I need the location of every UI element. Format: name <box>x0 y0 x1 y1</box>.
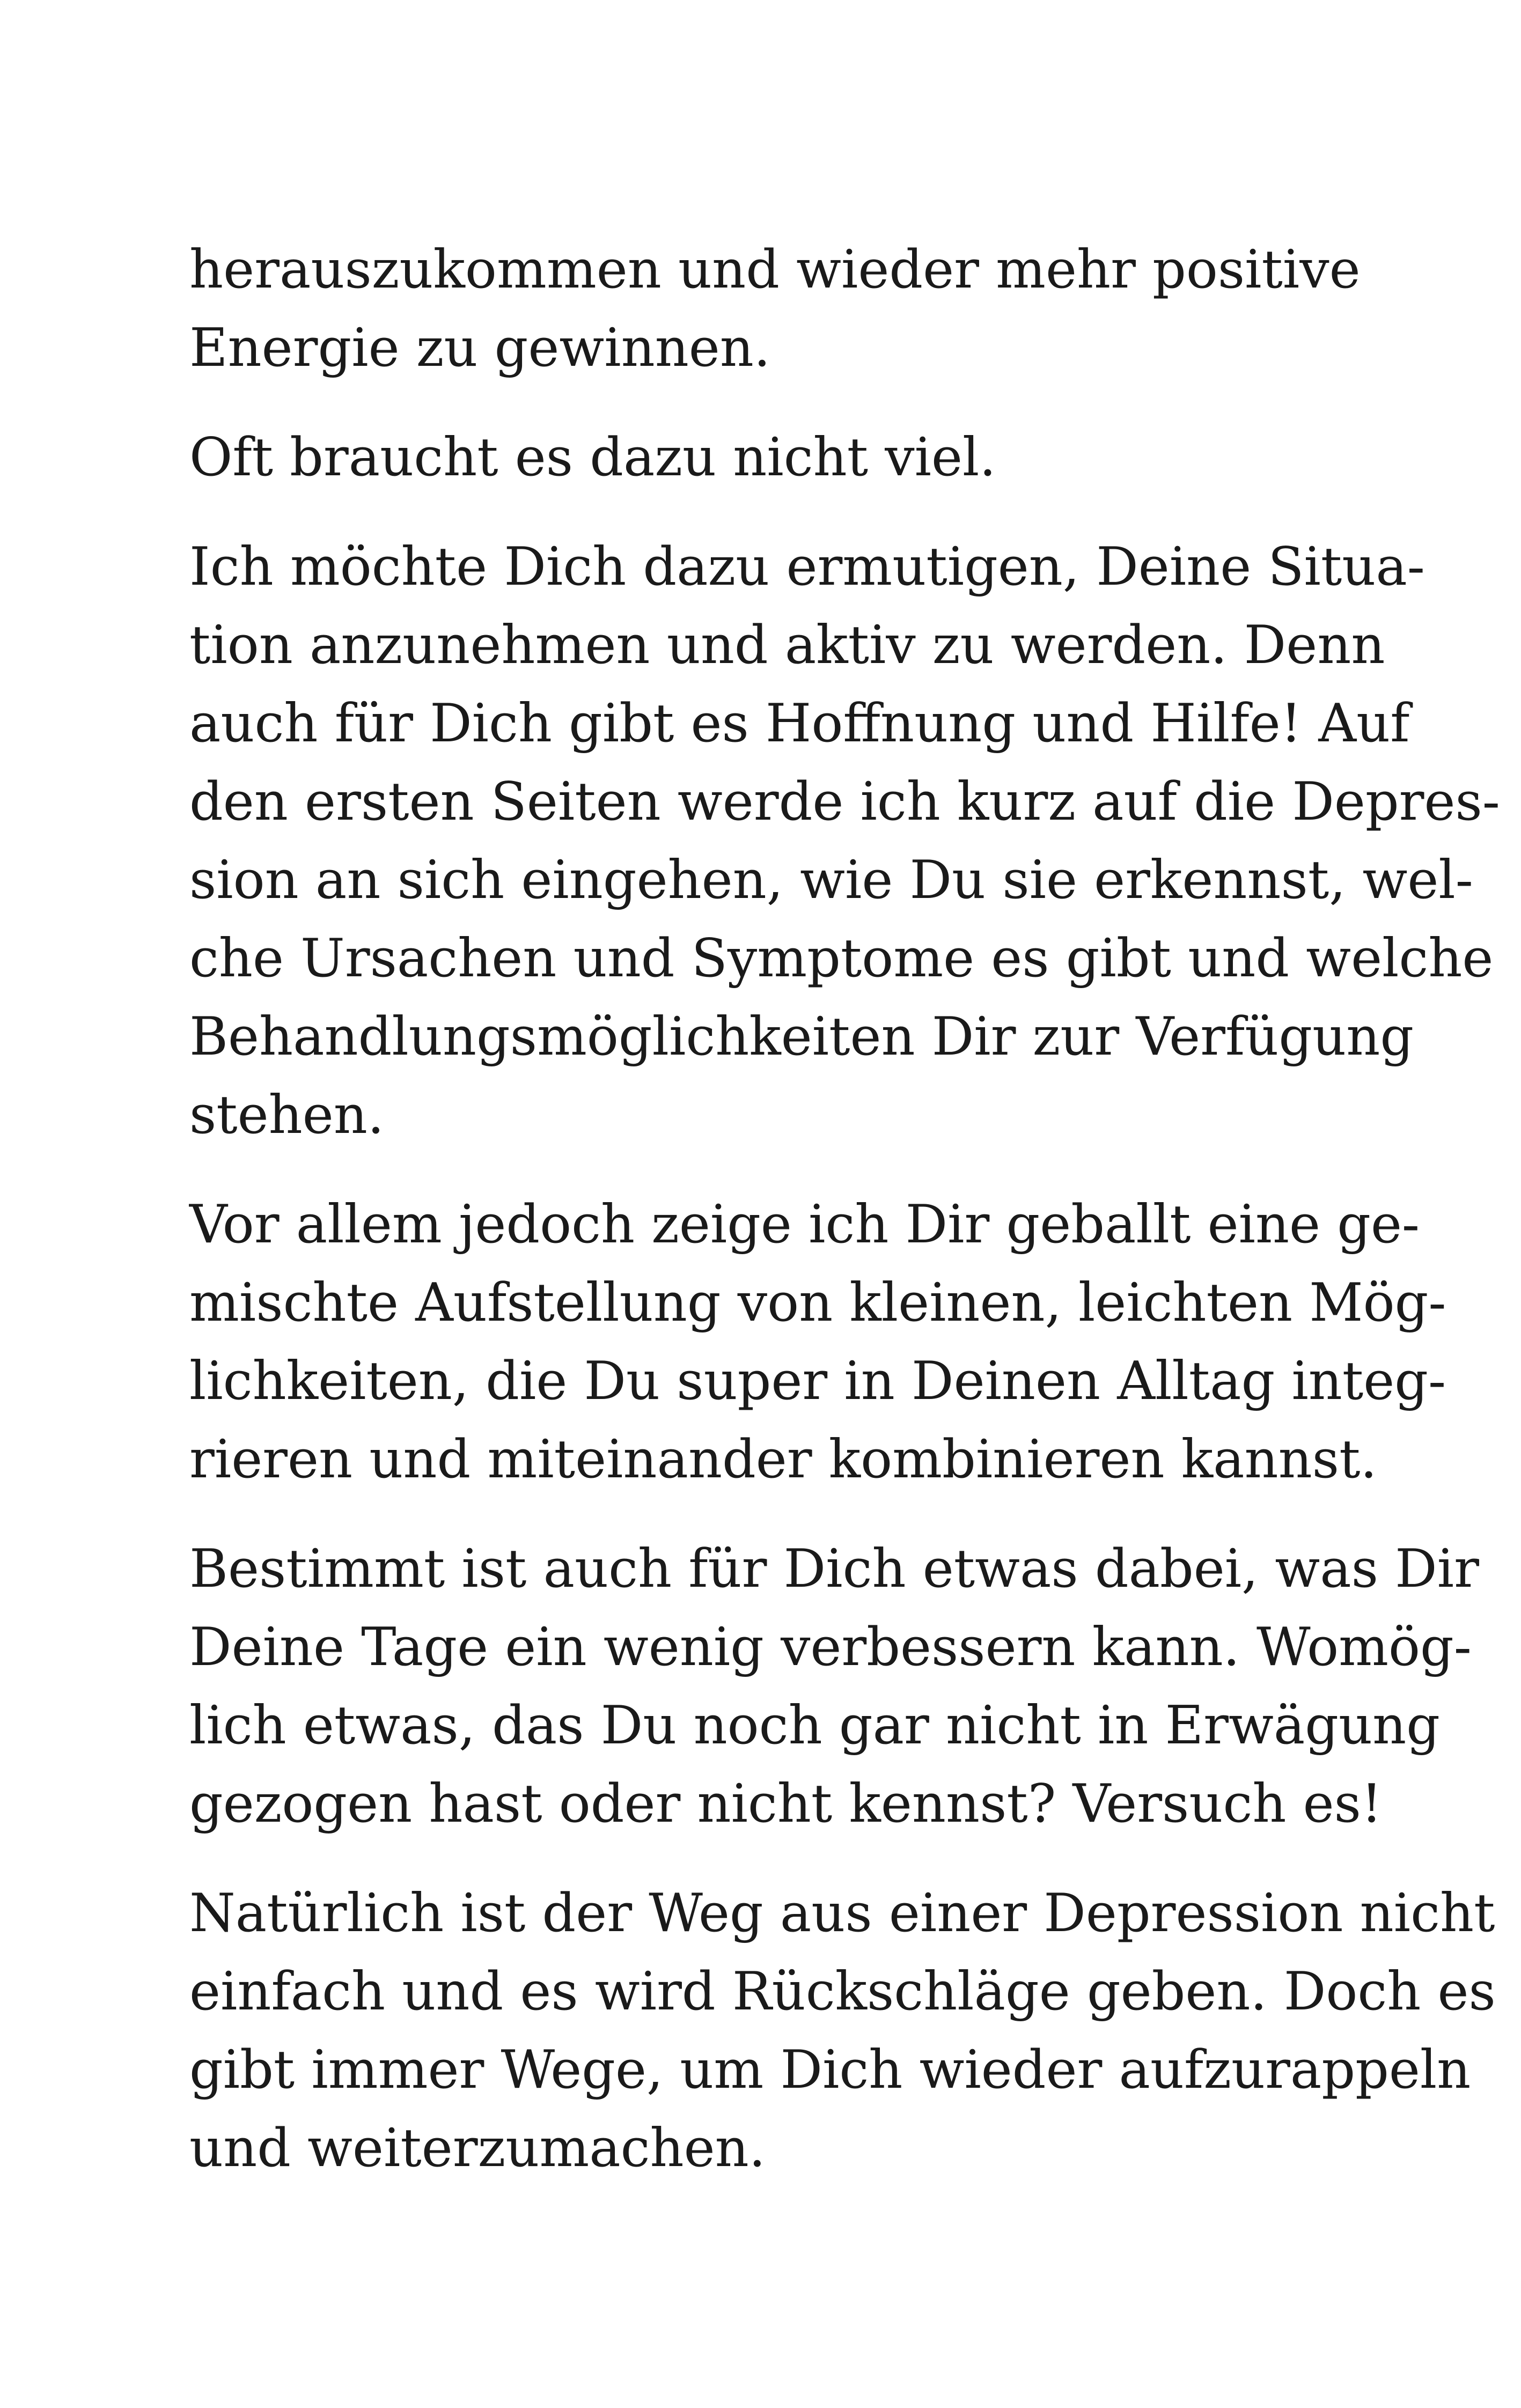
text-line: Vor allem jedoch zeige ich Dir geballt eine ge- <box>189 1194 1420 1255</box>
paragraph-3 <box>189 528 1500 1154</box>
text-line: Natürlich ist der Weg aus einer Depression nicht <box>189 1883 1495 1944</box>
body-text <box>189 231 1500 2219</box>
text-line: Behandlungsmöglichkeiten Dir zur Verfügung <box>189 1006 1414 1067</box>
text-line: Deine Tage ein wenig verbessern kann. Womög- <box>189 1617 1472 1678</box>
text-line: auch für Dich gibt es Hoffnung und Hilfe! Auf <box>189 693 1410 754</box>
paragraph-1 <box>189 231 1361 387</box>
text-line: stehen. <box>189 1085 385 1146</box>
paragraph-4 <box>189 1185 1446 1499</box>
text-line: den ersten Seiten werde ich kurz auf die Depres- <box>189 771 1500 833</box>
paragraph-5 <box>189 1530 1479 1843</box>
text-line: Ich möchte Dich dazu ermutigen, Deine Situa- <box>189 536 1425 598</box>
text-line: tion anzunehmen und aktiv zu werden. Denn <box>189 615 1385 676</box>
text-line: che Ursachen und Symptome es gibt und welche <box>189 928 1494 989</box>
text-line: und weiterzumachen. <box>189 2118 766 2179</box>
text-line: herauszukommen und wieder mehr positive <box>189 239 1361 300</box>
text-line: Bestimmt ist auch für Dich etwas dabei, was Dir <box>189 1538 1479 1600</box>
text-line: mischte Aufstellung von kleinen, leichten Mög- <box>189 1272 1446 1334</box>
text-line: Oft braucht es dazu nicht viel. <box>189 427 996 488</box>
paragraph-2 <box>189 418 1321 497</box>
text-line: lich etwas, das Du noch gar nicht in Erwägung <box>189 1695 1440 1756</box>
text-line: rieren und miteinander kombinieren kannst. <box>189 1429 1377 1490</box>
paragraph-6 <box>189 1874 1496 2188</box>
text-line: einfach und es wird Rückschläge geben. Doch es <box>189 1961 1496 2022</box>
text-line: sion an sich eingehen, wie Du sie erkennst, wel- <box>189 850 1473 911</box>
text-line: Energie zu gewinnen. <box>189 318 771 379</box>
text-line: gezogen hast oder nicht kennst? Versuch es! <box>189 1773 1383 1835</box>
text-line: lichkeiten, die Du super in Deinen Alltag integ- <box>189 1351 1446 1412</box>
text-line: gibt immer Wege, um Dich wieder aufzurappeln <box>189 2039 1471 2101</box>
